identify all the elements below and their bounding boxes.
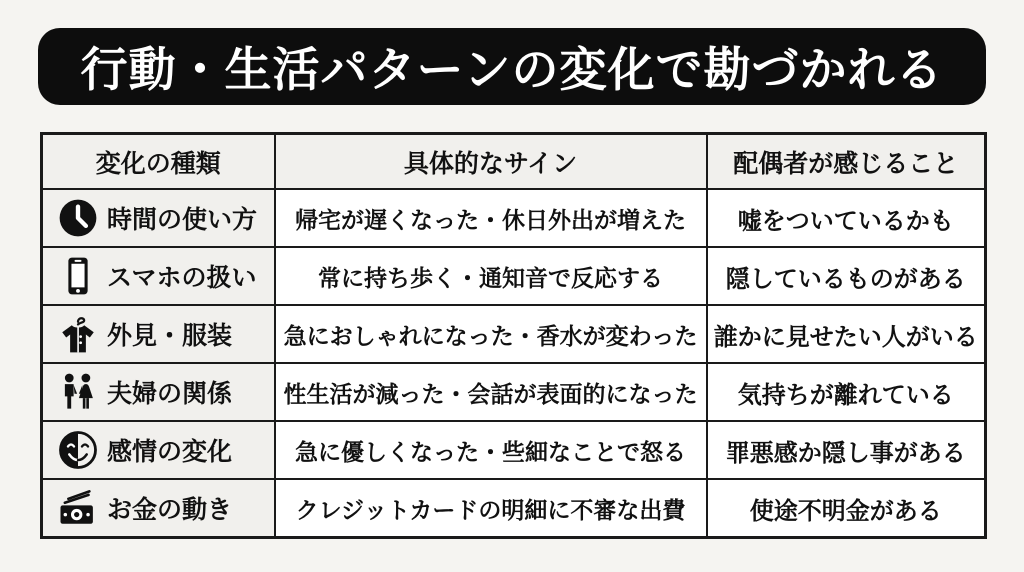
table-row	[42, 305, 986, 363]
table-row	[42, 479, 986, 538]
feeling-cell: 嘘をついているかも	[707, 189, 986, 247]
change-type-cell	[45, 196, 272, 240]
clock-icon	[57, 196, 99, 240]
sign-cell: 急に優しくなった・些細なことで怒る	[275, 421, 707, 479]
header-row	[42, 134, 986, 190]
emotion-icon	[57, 428, 99, 472]
page-title: 行動・生活パターンの変化で勘づかれる	[80, 43, 944, 96]
feeling-cell: 罪悪感か隠し事がある	[707, 421, 986, 479]
behavior-change-table	[40, 132, 987, 539]
table-row	[42, 421, 986, 479]
sign-cell: クレジットカードの明細に不審な出費	[275, 479, 707, 538]
couple-icon	[57, 370, 99, 414]
change-type-cell	[45, 254, 272, 298]
smartphone-icon	[57, 254, 99, 298]
feeling-cell: 気持ちが離れている	[707, 363, 986, 421]
sign-cell: 急におしゃれになった・香水が変わった	[275, 305, 707, 363]
change-type-cell	[45, 486, 272, 530]
change-type-label: 夫婦の関係	[107, 380, 233, 408]
header-spouse-feeling: 配偶者が感じること	[707, 134, 986, 190]
sign-cell: 常に持ち歩く・通知音で反応する	[275, 247, 707, 305]
feeling-cell: 使途不明金がある	[707, 479, 986, 538]
change-type-label: スマホの扱い	[107, 264, 257, 292]
change-type-cell	[45, 370, 272, 414]
change-type-label: 時間の使い方	[107, 206, 258, 234]
table-row	[42, 247, 986, 305]
change-type-cell	[45, 428, 272, 472]
sign-cell: 性生活が減った・会話が表面的になった	[275, 363, 707, 421]
table-row	[42, 189, 986, 247]
header-specific-sign: 具体的なサイン	[275, 134, 707, 190]
shirt-icon	[57, 312, 99, 356]
change-type-cell	[45, 312, 272, 356]
feeling-cell: 隠しているものがある	[707, 247, 986, 305]
change-type-label: 外見・服装	[107, 322, 233, 350]
money-icon	[57, 486, 99, 530]
title-banner	[38, 28, 986, 105]
change-type-label: お金の動き	[107, 496, 233, 524]
change-type-label: 感情の変化	[107, 438, 233, 466]
table-row	[42, 363, 986, 421]
header-change-type: 変化の種類	[42, 134, 275, 190]
feeling-cell: 誰かに見せたい人がいる	[707, 305, 986, 363]
sign-cell: 帰宅が遅くなった・休日外出が増えた	[275, 189, 707, 247]
